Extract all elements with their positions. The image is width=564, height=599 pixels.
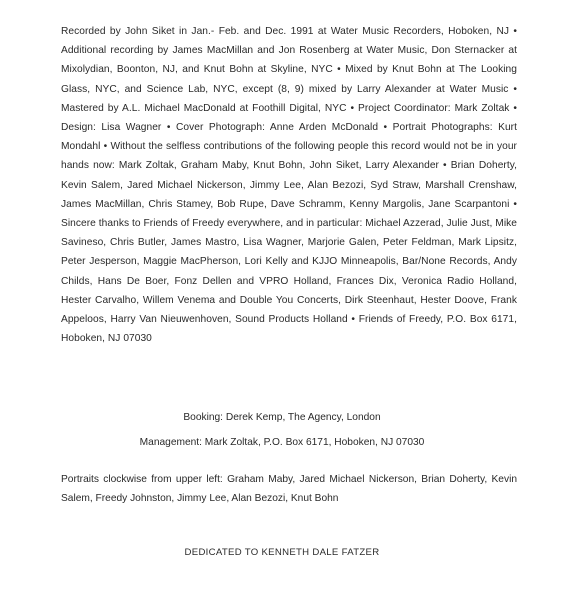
booking-line: Booking: Derek Kemp, The Agency, London <box>183 412 381 423</box>
management-line: Management: Mark Zoltak, P.O. Box 6171, Hoboken, NJ 07030 <box>139 437 425 448</box>
credits-paragraph: Recorded by John Siket in Jan.- Feb. and Dec. 1991 at Water Music Recorders, Hoboken, NJ • Additional recording by James MacMillan and Jon Rosenberg at Water Music, Don Sternacker at Mixolydian, Boonton, NJ, and Knut Bohn at Skyline, NYC • Mixed by Knut Bohn at The Looking Glass, NYC, and Science Lab, NYC, except (8, 9) mixed by Larry Alexander at Water Music • Mastered by A.L. Michael MacDonald at Foothill Digital, NYC • Project Coordinator: Mark Zoltak • Design: Lisa Wagner • Cover Photograph: Anne Arden McDonald • Portrait Photographs: Kurt Mondahl • Without the selfless contributions of the following people this record would not be in your hands now: Mark Zoltak, Graham Maby, Knut Bohn, John Siket, Larry Alexander • Brian Doherty, Kevin Salem, Jared Michael Nickerson, Jimmy Lee, Alan Bezozi, Syd Straw, Marshall Crenshaw, James MacMillan, Chris Stamey, Bob Rupe, Dave Schramm, Kenny Margolis, Jane Scarpantoni • Sincere thanks to Friends of Freedy everywhere, and in particular: Michael Azzerad, Julie Just, Mike Savineso, Chris Butler, James Mastro, Lisa Wagner, Marjorie Galen, Peter Feldman, Mark Lipsitz, Peter Jesperson, Maggie MacPherson, Lori Kelly and KJJO Minneapolis, Bar/None Records, Andy Childs, Hans De Boer, Fonz Dellen and VPRO Holland, Frances Dix, Veronica Radio Holland, Hester Carvalho, Willem Venema and Double You Concerts, Dirk Steenhaut, Hester Doove, Frank Appeloos, Harry Van Nieuwenhoven, Sound Products Holland • Friends of Freedy, P.O. Box 6171, Hoboken, NJ 07030 <box>61 26 517 345</box>
dedication-line: DEDICATED TO KENNETH DALE FATZER <box>184 547 380 558</box>
portraits-caption: Portraits clockwise from upper left: Graham Maby, Jared Michael Nickerson, Brian Doherty, Kevin Salem, Freedy Johnston, Jimmy Lee, Alan Bezozi, Knut Bohn <box>61 474 517 505</box>
